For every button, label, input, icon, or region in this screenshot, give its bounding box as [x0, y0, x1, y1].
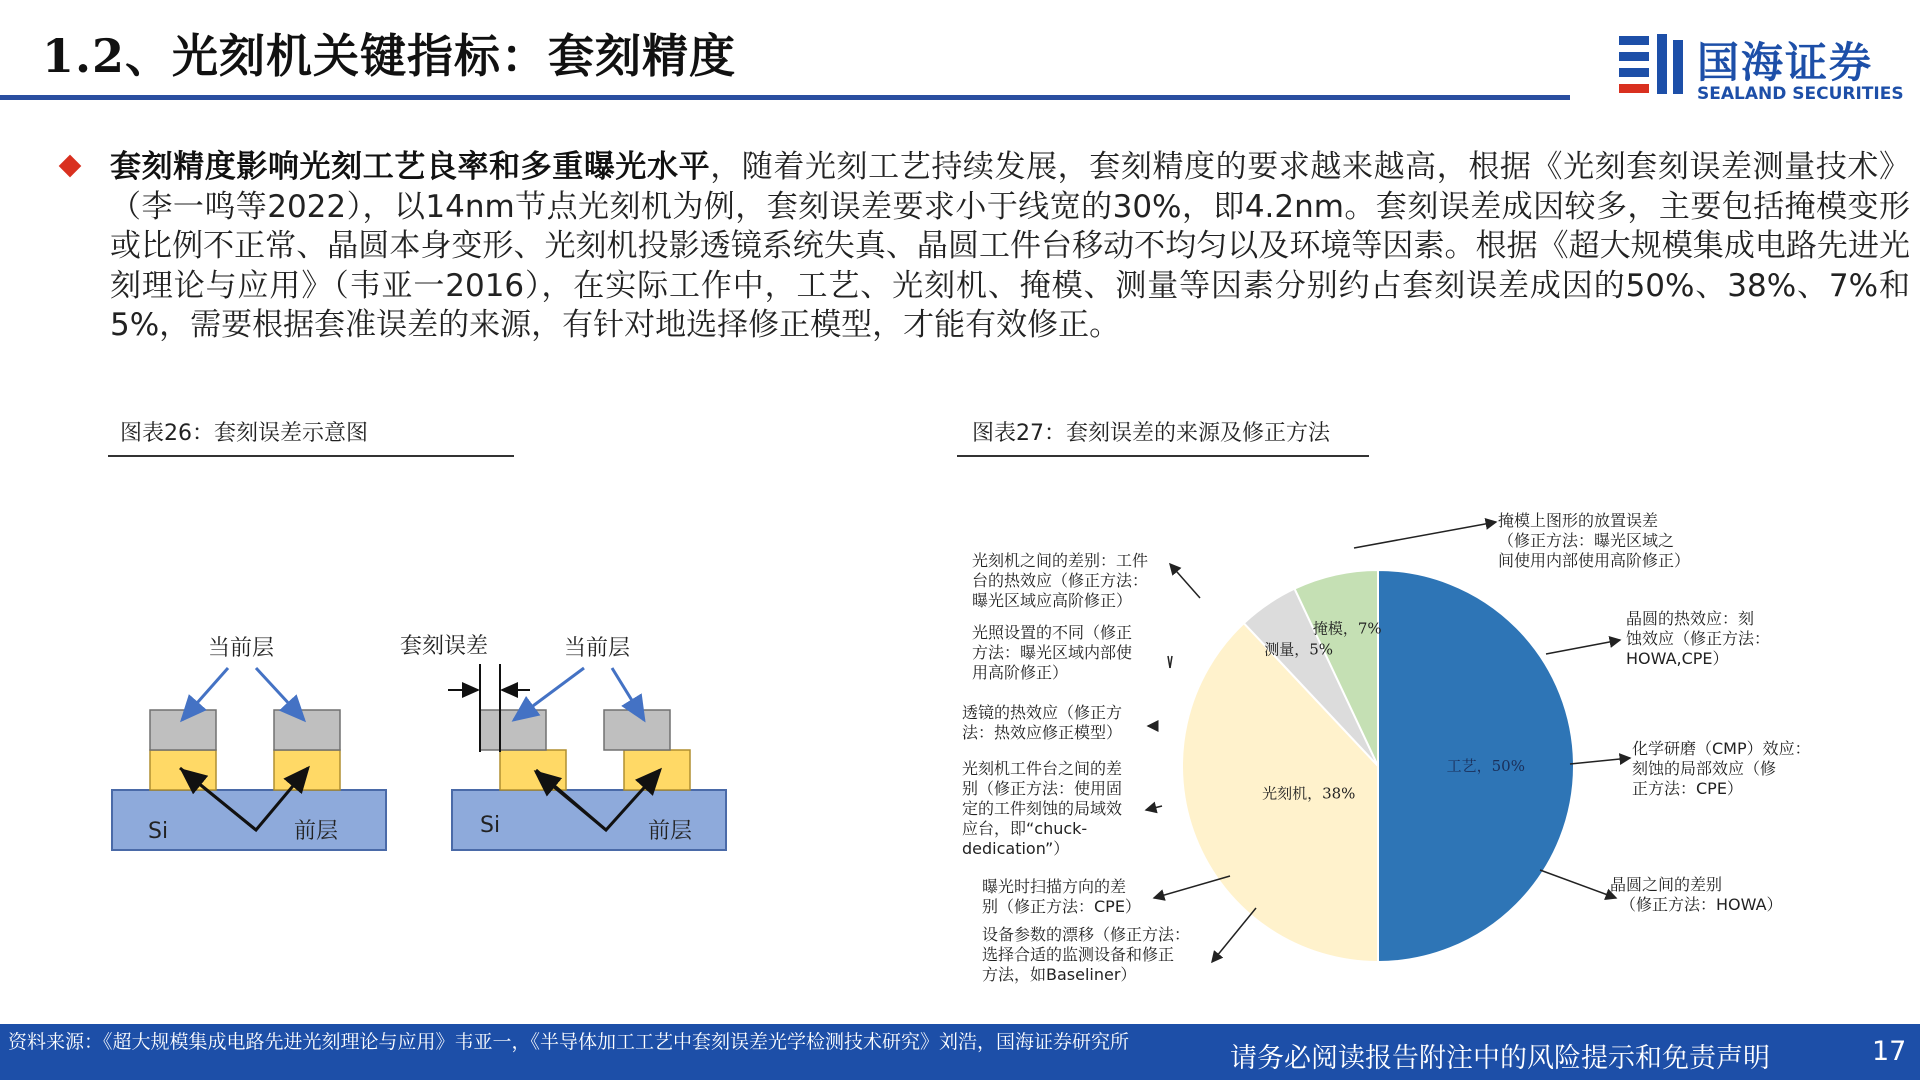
current-layer-block	[480, 710, 546, 750]
pie-label-3: 掩模，7%	[1312, 619, 1382, 638]
current-layer-block	[150, 710, 216, 750]
label-si-right: Si	[480, 813, 501, 838]
ann-scanner-diff: 光刻机之间的差别：工件 台的热效应（修正方法： 曝光区域应高阶修正）	[972, 551, 1149, 610]
label-overlay-error: 套刻误差	[400, 634, 489, 659]
figure27-title: 图表27：套刻误差的来源及修正方法	[972, 421, 1330, 446]
header-divider	[0, 95, 1570, 100]
company-logo	[1615, 30, 1904, 108]
figure26-title: 图表26：套刻误差示意图	[120, 421, 368, 446]
pie-label-1: 光刻机，38%	[1262, 784, 1356, 803]
ann-wafer-thermal: 晶圆的热效应：刻 蚀效应（修正方法： HOWA,CPE）	[1626, 609, 1771, 668]
summary-paragraph	[110, 148, 1910, 346]
figure27-rule	[957, 455, 1369, 457]
label-current-layer: 当前层	[208, 636, 275, 661]
ann-mask-placement: 掩模上图形的放置误差 （修正方法：曝光区域之 间使用内部使用高阶修正）	[1498, 511, 1691, 570]
logo-mark-icon	[1615, 30, 1691, 102]
footer-disclaimer: 请务必阅读报告附注中的风险提示和免责声明	[1230, 1043, 1770, 1074]
current-layer-block	[604, 710, 670, 750]
diagram-right-panel	[400, 634, 726, 850]
prev-layer-block	[624, 750, 690, 790]
label-current-layer-right: 当前层	[564, 636, 631, 661]
figure26-rule	[108, 455, 514, 457]
pie-label-0: 工艺，50%	[1446, 757, 1525, 775]
ann-param-drift: 设备参数的漂移（修正方法： 选择合适的监测设备和修正 方法，如Baseliner）	[982, 925, 1191, 984]
footer-source: 资料来源：《超大规模集成电路先进光刻理论与应用》韦亚一，《半导体加工工艺中套刻误差光学检测技术研究》刘浩，国海证券研究所	[8, 1031, 1130, 1053]
pie-label-2: 测量，5%	[1264, 640, 1334, 659]
overlay-source-pie-chart	[940, 500, 1900, 1000]
overlay-diagram	[100, 620, 740, 870]
label-prev-layer: 前层	[294, 819, 339, 844]
summary-bold: 套刻精度影响光刻工艺良率和多重曝光水平	[110, 149, 711, 185]
label-si: Si	[148, 819, 169, 844]
logo-text-en: SEALAND SECURITIES	[1697, 84, 1904, 104]
prev-layer-block	[500, 750, 566, 790]
logo-text-cn: 国海证券	[1697, 38, 1874, 87]
page-number: 17	[1872, 1036, 1907, 1067]
ann-illum-diff: 光照设置的不同（修正 方法：曝光区域内部使 用高阶修正）	[972, 623, 1133, 682]
ann-cmp: 化学研磨（CMP）效应： 刻蚀的局部效应（修 正方法：CPE）	[1632, 739, 1811, 798]
current-layer-block	[274, 710, 340, 750]
diagram-left-panel	[112, 636, 386, 850]
diamond-bullet-icon	[59, 155, 82, 178]
ann-lens-thermal: 透镜的热效应（修正方 法：热效应修正模型）	[962, 703, 1123, 742]
page-title: 1.2、光刻机关键指标：套刻精度	[42, 29, 737, 83]
ann-wafer-diff: 晶圆之间的差别 （修正方法：HOWA）	[1610, 875, 1783, 914]
label-prev-layer-right: 前层	[648, 819, 693, 844]
ann-scan-direction: 曝光时扫描方向的差 别（修正方法：CPE）	[982, 877, 1141, 916]
summary-text: ，随着光刻工艺持续发展，套刻精度的要求越来越高，根据《光刻套刻误差测量技术》（李一鸣等2022），以14nm节点光刻机为例，套刻误差要求小于线宽的30%，即4.2nm。套刻误差成因较多，主要包括掩模变形或比例不正常、晶圆本身变形、光刻机投影透镜系统失真、晶圆工件台移动不均匀以及环境等因素。根据《超大规模集成电路先进光刻理论与应用》（韦亚一2016），在实际工作中，工艺、光刻机、掩模、测量等因素分别约占套刻误差成因的50%、38%、7%和5%，需要根据套准误差的来源，有针对地选择修正模型，才能有效修正。	[110, 149, 1911, 343]
ann-stage-diff: 光刻机工件台之间的差 别（修正方法：使用固 定的工件刻蚀的局域效 应台，即“chuck- dedication”）	[962, 759, 1123, 858]
